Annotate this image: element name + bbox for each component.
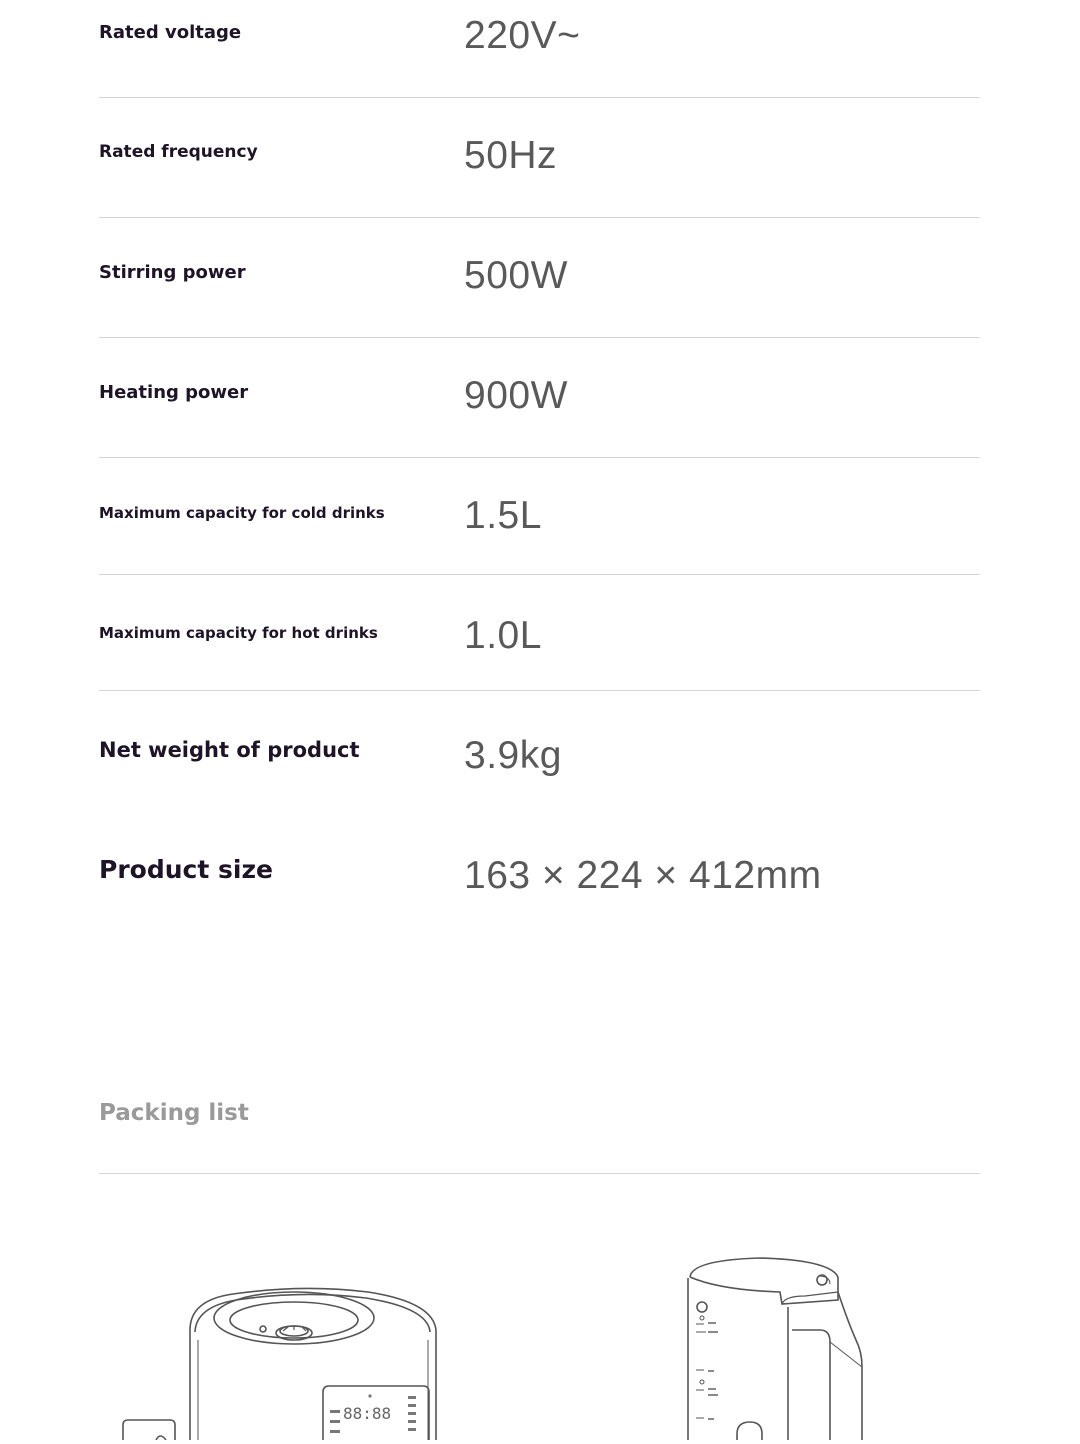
divider <box>99 337 980 338</box>
spec-row-cold-capacity <box>99 494 980 538</box>
spec-label: Rated voltage <box>99 22 242 43</box>
spec-value: 900W <box>464 374 568 417</box>
spec-value: 3.9kg <box>464 734 562 777</box>
kettle-jug-illustration <box>680 1252 870 1440</box>
spec-label: Maximum capacity for hot drinks <box>99 624 378 642</box>
spec-row-product-size <box>99 854 980 898</box>
packing-list-title: Packing list <box>99 1100 249 1126</box>
spec-label: Product size <box>99 855 273 884</box>
spec-row-rated-frequency <box>99 134 980 178</box>
spec-row-net-weight <box>99 734 980 778</box>
spec-row-rated-voltage <box>99 14 980 58</box>
spec-value: 50Hz <box>464 134 558 177</box>
spec-label: Maximum capacity for cold drinks <box>99 504 385 522</box>
spec-row-stirring-power <box>99 254 980 298</box>
divider <box>99 457 980 458</box>
spec-label: Rated frequency <box>99 142 258 162</box>
spec-value: 1.5L <box>464 494 542 537</box>
spec-label: Heating power <box>99 382 249 403</box>
spec-value: 1.0L <box>464 614 542 657</box>
divider <box>99 574 980 575</box>
divider <box>99 97 980 98</box>
spec-row-hot-capacity <box>99 614 980 658</box>
spec-value: 220V~ <box>464 14 581 57</box>
spec-value: 163 × 224 × 412mm <box>464 854 822 897</box>
divider <box>99 217 980 218</box>
divider <box>99 690 980 691</box>
spec-row-heating-power <box>99 374 980 418</box>
spec-label: Net weight of product <box>99 738 360 762</box>
blender-base-illustration <box>118 1280 448 1440</box>
svg-text:88:88: 88:88 <box>343 1404 392 1423</box>
spec-value: 500W <box>464 254 568 297</box>
divider <box>99 1173 980 1174</box>
spec-label: Stirring power <box>99 262 246 283</box>
